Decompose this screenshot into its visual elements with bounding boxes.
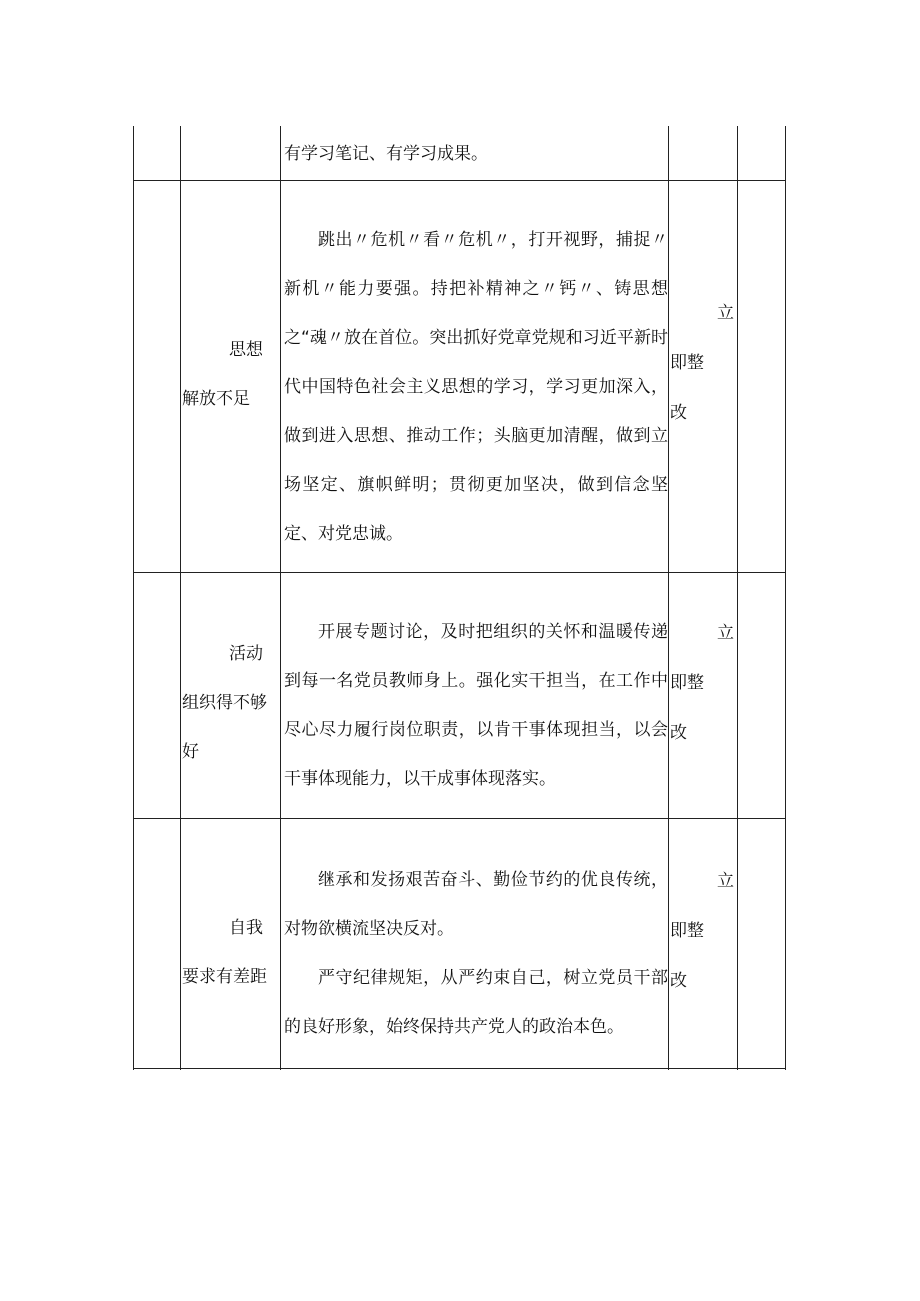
action-line: 立 <box>717 303 734 323</box>
issue-line: 活动 <box>229 644 263 664</box>
action-cell <box>670 856 736 1006</box>
issue-cell <box>182 326 278 424</box>
action-line: 立 <box>717 623 734 643</box>
measure-paragraph: 跳出〃危机〃看〃危机〃，打开视野，捕捉〃新机〃能力要强。持把补精神之〃钙〃、铸思想之“魂〃放在首位。突出抓好党章党规和习近平新时代中国特色社会主义思想的学习，学习更加深入，做到进入思想、推动工作；头脑更加清醒，做到立场坚定、旗帜鲜明；贯彻更加坚决，做到信念坚定、对党忠诚。 <box>284 230 668 544</box>
measure-paragraph: 有学习笔记、有学习成果。 <box>284 144 488 164</box>
measure-cell <box>284 216 668 559</box>
measure-cell <box>284 130 668 179</box>
table-row-line-1 <box>133 180 786 181</box>
issue-line: 自我 <box>229 918 263 938</box>
action-line: 即整 <box>670 673 704 693</box>
action-line: 即整 <box>670 921 704 941</box>
issue-line: 好 <box>182 742 199 762</box>
issue-line: 要求有差距 <box>182 967 267 987</box>
table-border-bottom <box>133 1068 786 1069</box>
issue-cell <box>182 904 278 1002</box>
action-cell <box>670 608 736 758</box>
table-row-line-2 <box>133 572 786 573</box>
table-border-left <box>133 126 134 1070</box>
issue-line: 组织得不够 <box>182 693 267 713</box>
measure-paragraph: 继承和发扬艰苦奋斗、勤俭节约的优良传统，对物欲横流坚决反对。 <box>284 870 668 939</box>
issue-line: 解放不足 <box>182 389 250 409</box>
measure-paragraph: 开展专题讨论，及时把组织的关怀和温暖传递到每一名党员教师身上。强化实干担当，在工作中尽心尽力履行岗位职责，以肯干事体现担当，以会干事体现能力，以干成事体现落实。 <box>284 622 668 789</box>
action-line: 改 <box>670 723 687 743</box>
action-line: 立 <box>717 871 734 891</box>
table-row-line-3 <box>133 818 786 819</box>
measure-cell <box>284 608 668 804</box>
issue-cell <box>182 630 278 777</box>
measure-paragraph: 严守纪律规矩，从严约束自己，树立党员干部的良好形象，始终保持共产党人的政治本色。 <box>284 968 668 1037</box>
table-border-right <box>785 126 786 1070</box>
table-divider-3 <box>668 126 669 1070</box>
action-line: 即整 <box>670 353 704 373</box>
issue-line: 思想 <box>229 340 263 360</box>
action-line: 改 <box>670 403 687 423</box>
table-divider-1 <box>180 126 181 1070</box>
action-line: 改 <box>670 971 687 991</box>
table-divider-4 <box>737 126 738 1070</box>
table-divider-2 <box>280 126 281 1070</box>
action-cell <box>670 288 736 438</box>
measure-cell <box>284 856 668 1052</box>
